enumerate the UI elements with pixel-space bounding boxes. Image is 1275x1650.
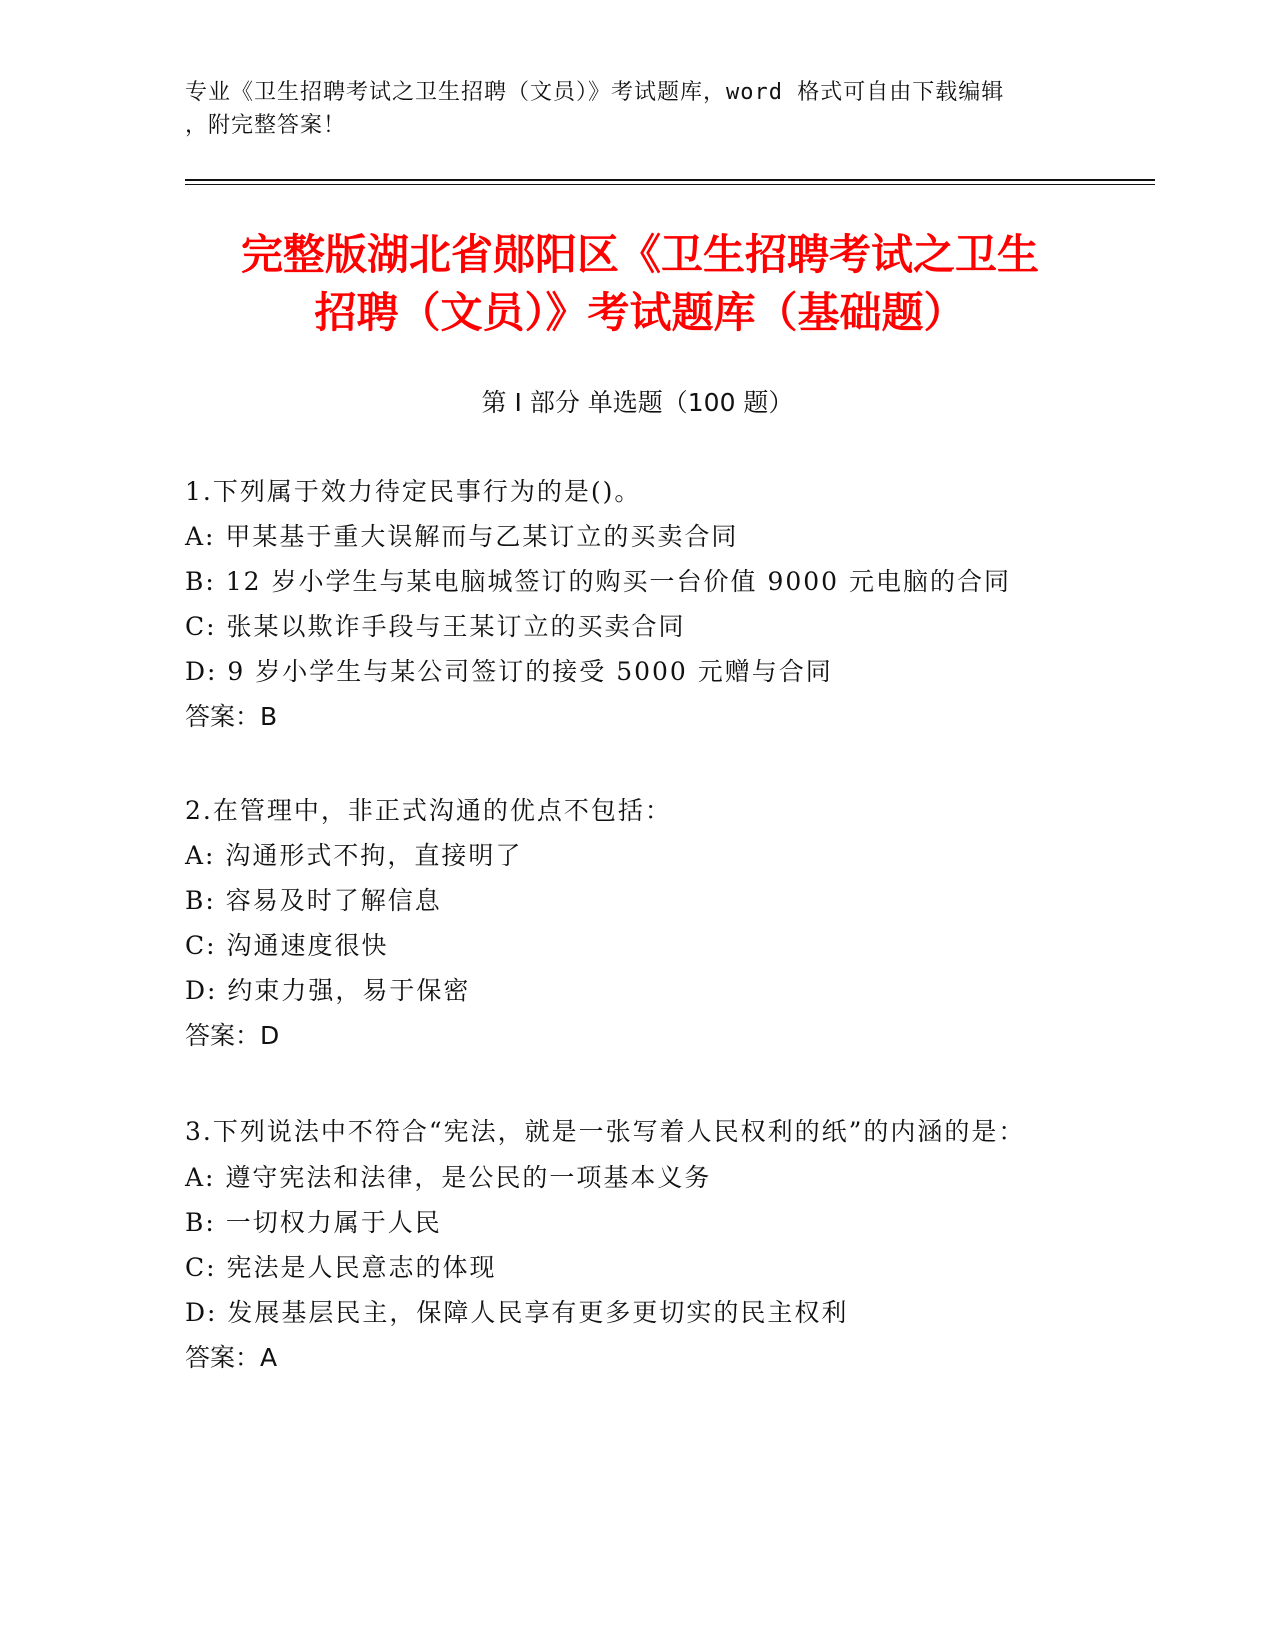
question-option-b: B: 一切权力属于人民 (185, 1208, 442, 1237)
header-note-line-2: ，附完整答案！ (185, 113, 347, 138)
question-option-a: A: 沟通形式不拘，直接明了 (185, 841, 523, 870)
question-answer: 答案：A (185, 1343, 278, 1372)
question-option-a: A: 遵守宪法和法律，是公民的一项基本义务 (185, 1163, 712, 1192)
question-option-d: D: 约束力强，易于保密 (185, 976, 471, 1005)
question-item (185, 469, 1075, 740)
question-item (185, 788, 1075, 1059)
question-option-c: C: 沟通速度很快 (185, 931, 389, 960)
question-option-a: A: 甲某基于重大误解而与乙某订立的买卖合同 (185, 522, 739, 551)
header-note-line-1: 专业《卫生招聘考试之卫生招聘（文员）》考试题库，word 格式可自由下载编辑 (185, 80, 1005, 105)
header-divider-thin (185, 184, 1155, 185)
question-option-b: B: 12 岁小学生与某电脑城签订的购买一台价值 9000 元电脑的合同 (185, 567, 1012, 596)
question-item (185, 1109, 1075, 1381)
header-divider-thick (185, 179, 1155, 181)
question-option-d: D: 发展基层民主，保障人民享有更多更切实的民主权利 (185, 1298, 849, 1327)
question-option-c: C: 张某以欺诈手段与王某订立的买卖合同 (185, 612, 686, 641)
question-stem: 1.下列属于效力待定民事行为的是()。 (185, 477, 642, 506)
question-stem: 2.在管理中，非正式沟通的优点不包括： (185, 796, 672, 825)
document-title (150, 226, 1130, 342)
question-option-c: C: 宪法是人民意志的体现 (185, 1253, 497, 1282)
question-answer: 答案：B (185, 702, 278, 731)
document-title-line-1: 完整版湖北省郧阳区《卫生招聘考试之卫生 (240, 230, 1039, 279)
question-option-b: B: 容易及时了解信息 (185, 886, 442, 915)
question-stem: 3.下列说法中不符合“宪法，就是一张写着人民权利的纸”的内涵的是： (185, 1117, 1026, 1146)
document-title-line-2: 招聘（文员）》考试题库（基础题） (314, 288, 966, 337)
question-answer: 答案：D (185, 1021, 280, 1050)
question-option-d: D: 9 岁小学生与某公司签订的接受 5000 元赠与合同 (185, 657, 833, 686)
section-heading: 第 I 部分 单选题（100 题） (481, 388, 794, 417)
header-note (185, 76, 1085, 142)
